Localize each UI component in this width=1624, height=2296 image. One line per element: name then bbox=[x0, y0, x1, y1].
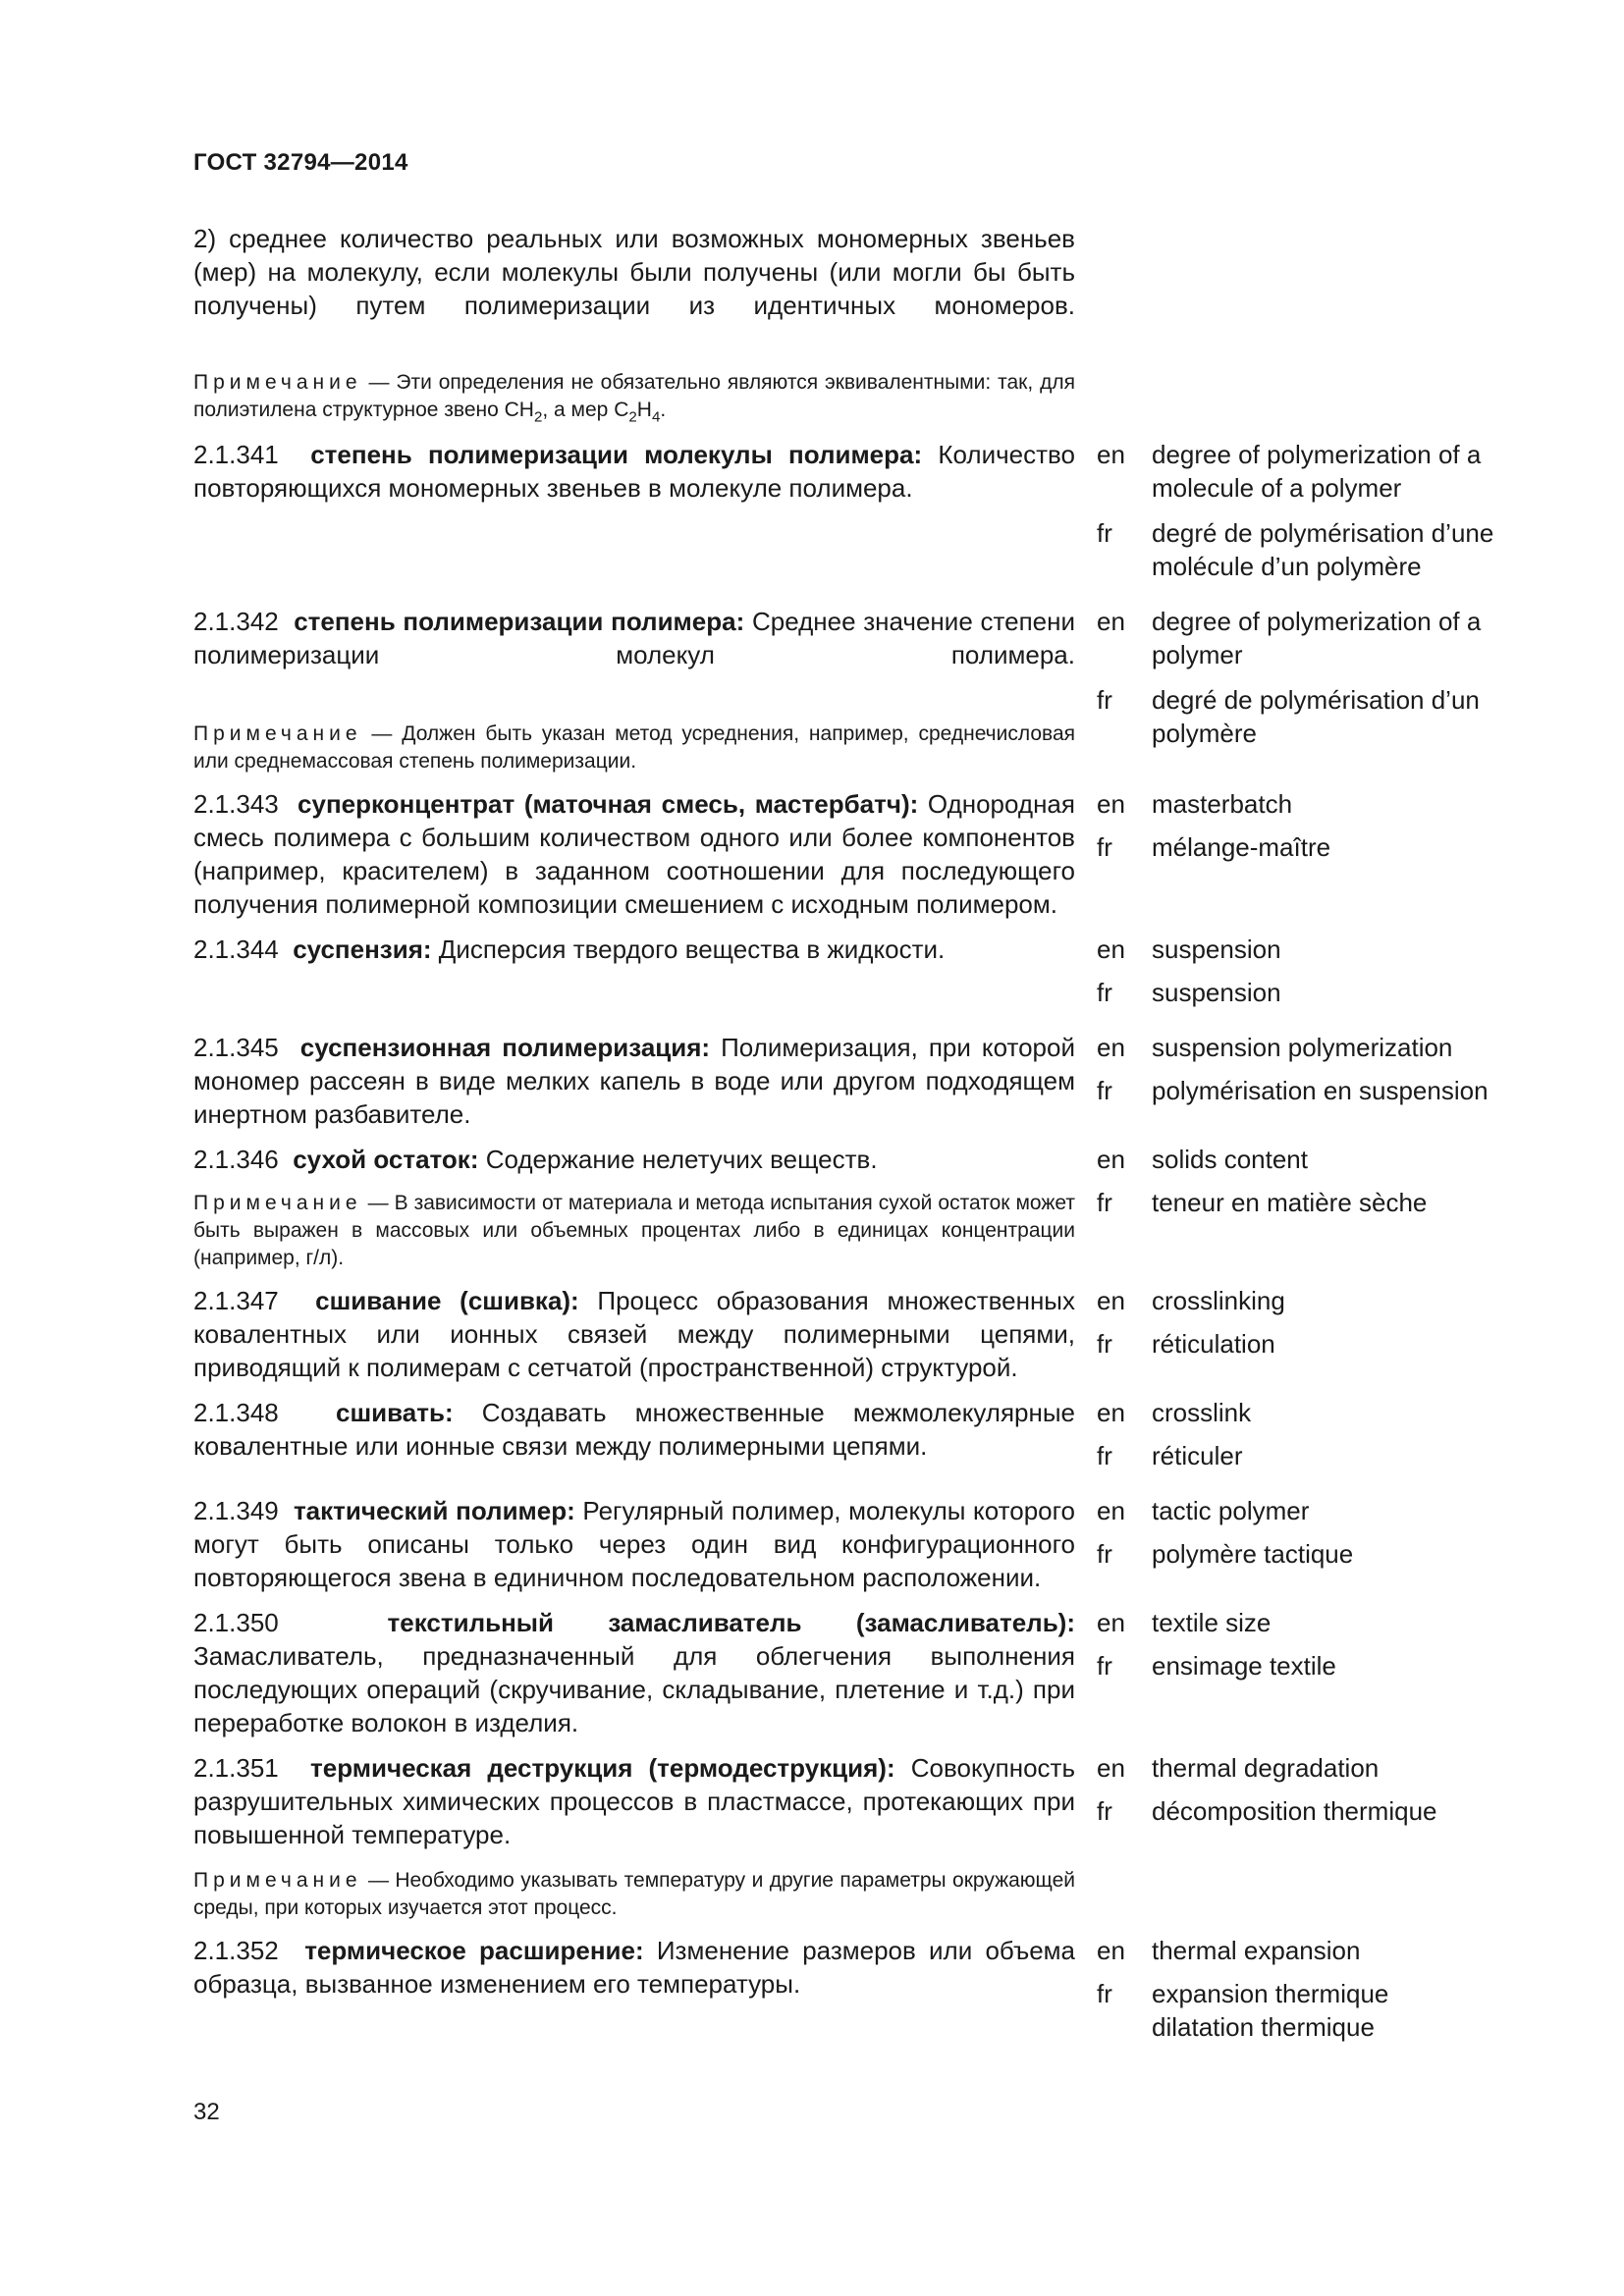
term-text bbox=[193, 438, 1075, 505]
equivalent-fr bbox=[1097, 1977, 1529, 2044]
term-number: 2.1.348 bbox=[193, 1398, 279, 1427]
term-text bbox=[193, 1284, 1075, 1384]
term-entry bbox=[193, 1934, 1529, 2054]
lang-code: en bbox=[1097, 1936, 1125, 1965]
term-number: 2.1.341 bbox=[193, 440, 279, 469]
term-definition: Дисперсия твердого вещества в жидкости. bbox=[431, 934, 946, 964]
equivalent-fr bbox=[1097, 830, 1529, 864]
lang-code: fr bbox=[1097, 1441, 1112, 1470]
term-entry bbox=[193, 438, 1529, 593]
term-definition: Среднее значение степени полимеризации молекул полимера. bbox=[193, 607, 1075, 669]
term-name: суспензионная полимеризация: bbox=[299, 1033, 711, 1062]
lang-code: fr bbox=[1097, 518, 1112, 548]
term-note bbox=[193, 1867, 1075, 1922]
equivalent-fr bbox=[1097, 976, 1529, 1009]
term-number: 2.1.346 bbox=[193, 1145, 279, 1174]
term-definition: Замасливатель, предназначенный для облегчения выполнения последующих операций (скручивание, складывание, плетение и т.д.) при переработке волокон в изделия. bbox=[193, 1641, 1075, 1737]
equivalent-fr bbox=[1097, 1074, 1529, 1107]
term-number: 2.1.344 bbox=[193, 934, 279, 964]
equivalent-en bbox=[1097, 787, 1529, 821]
term-definition: Однородная смесь полимера с большим количеством одного или более компонентов (например, красителем) в заданном соотношении для последующего получения полимерной композиции смешением с исходным полимером. bbox=[193, 789, 1075, 919]
lang-code: fr bbox=[1097, 685, 1112, 715]
term-definition: Совокупность разрушительных химических процессов в пластмассе, протекающих при повышенной температуре. bbox=[193, 1753, 1076, 1849]
lang-code: fr bbox=[1097, 1539, 1112, 1569]
equivalent-term: thermal expansion bbox=[1152, 1936, 1361, 1965]
equivalent-fr bbox=[1097, 1327, 1529, 1361]
equivalent-en bbox=[1097, 1031, 1529, 1064]
term-note bbox=[193, 1190, 1075, 1272]
equivalent-fr bbox=[1097, 683, 1529, 750]
term-name: степень полимеризации полимера: bbox=[294, 607, 745, 636]
note-label: Примечание bbox=[193, 1869, 362, 1892]
equivalent-fr bbox=[1097, 516, 1529, 583]
term-definition: Полимеризация, при которой мономер рассеян в виде мелких капель в воде или другом подходящем инертном разбавителе. bbox=[193, 1033, 1075, 1129]
term-text bbox=[193, 605, 1075, 705]
equivalent-fr bbox=[1097, 1537, 1529, 1571]
equivalent-fr bbox=[1097, 1794, 1529, 1828]
term-text bbox=[193, 1031, 1075, 1131]
term-name: сшивать: bbox=[336, 1398, 454, 1427]
lang-code: fr bbox=[1097, 1076, 1112, 1105]
equivalent-term: suspension polymerization bbox=[1152, 1033, 1453, 1062]
term-number: 2.1.345 bbox=[193, 1033, 279, 1062]
term-entry bbox=[193, 1284, 1529, 1384]
term-number: 2.1.342 bbox=[193, 607, 279, 636]
term-text bbox=[193, 1396, 1075, 1463]
equivalent-term: tactic polymer bbox=[1152, 1496, 1310, 1525]
note-text: . bbox=[660, 399, 667, 421]
equivalent-term: décomposition thermique bbox=[1152, 1796, 1437, 1826]
lang-code: en bbox=[1097, 789, 1125, 819]
equivalent-en bbox=[1097, 1751, 1529, 1785]
term-name: термическое расширение: bbox=[304, 1936, 644, 1965]
equivalent-term: mélange-maître bbox=[1152, 832, 1331, 862]
term-text bbox=[193, 1751, 1075, 1851]
term-name: суспензия: bbox=[293, 934, 432, 964]
lang-code: en bbox=[1097, 1398, 1125, 1427]
term-number: 2.1.351 bbox=[193, 1753, 279, 1783]
equivalent-fr bbox=[1097, 1649, 1529, 1682]
equivalent-term: degree of polymerization of a polymer bbox=[1152, 607, 1482, 669]
term-name: сшивание (сшивка): bbox=[315, 1286, 579, 1315]
lang-code: en bbox=[1097, 440, 1125, 469]
page-header: ГОСТ 32794—2014 bbox=[193, 149, 408, 176]
term-number: 2.1.350 bbox=[193, 1608, 279, 1637]
lang-code: en bbox=[1097, 1145, 1125, 1174]
term-number: 2.1.352 bbox=[193, 1936, 279, 1965]
note-text: , а мер C bbox=[542, 399, 629, 421]
equivalent-term: polymère tactique bbox=[1152, 1539, 1354, 1569]
subscript: 4 bbox=[651, 408, 661, 426]
note-text: H bbox=[636, 399, 652, 421]
term-entry bbox=[193, 1606, 1529, 1739]
equivalent-term: crosslinking bbox=[1152, 1286, 1285, 1315]
term-number: 2.1.347 bbox=[193, 1286, 279, 1315]
term-name: степень полимеризации молекулы полимера: bbox=[310, 440, 923, 469]
intro-text: 2) среднее количество реальных или возможных мономерных звеньев (мер) на молекулу, если молекулы были получены (или могли бы быть получены) путем полимеризации из идентичных мономеров. bbox=[193, 224, 1075, 320]
equivalent-term-primary: expansion thermique bbox=[1152, 1979, 1389, 2008]
equivalent-term: ensimage textile bbox=[1152, 1651, 1336, 1681]
term-text bbox=[193, 787, 1075, 921]
term-definition: Количество повторяющихся мономерных звеньев в молекуле полимера. bbox=[193, 440, 1075, 503]
term-number: 2.1.343 bbox=[193, 789, 279, 819]
equivalent-term: réticuler bbox=[1152, 1441, 1243, 1470]
intro-note bbox=[193, 369, 1075, 424]
equivalent-term: textile size bbox=[1152, 1608, 1272, 1637]
term-text bbox=[193, 1143, 1075, 1176]
term-definition: Создавать множественные межмолекулярные ковалентные или ионные связи между полимерными цепями. bbox=[193, 1398, 1076, 1461]
note-label: Примечание bbox=[193, 1192, 362, 1214]
term-entry bbox=[193, 787, 1529, 921]
equivalent-en bbox=[1097, 1284, 1529, 1317]
equivalent-term bbox=[1152, 1977, 1529, 2044]
lang-code: fr bbox=[1097, 1188, 1112, 1217]
lang-code: en bbox=[1097, 1753, 1125, 1783]
note-text: — Должен быть указан метод усреднения, например, среднечисловая или среднемассовая степень полимеризации. bbox=[193, 722, 1075, 773]
lang-code: fr bbox=[1097, 1979, 1112, 2008]
lang-code: en bbox=[1097, 607, 1125, 636]
equivalent-en bbox=[1097, 1494, 1529, 1527]
note-text: — В зависимости от материала и метода испытания сухой остаток может быть выражен в массовых или объемных процентах либо в единицах концентрации (например, г/л). bbox=[193, 1192, 1075, 1269]
lang-code: fr bbox=[1097, 832, 1112, 862]
lang-code: en bbox=[1097, 1496, 1125, 1525]
equivalent-term: crosslink bbox=[1152, 1398, 1252, 1427]
equivalent-en bbox=[1097, 1396, 1529, 1429]
term-definition: Процесс образования множественных ковалентных или ионных связей между полимерными цепями, приводящий к полимерам с сетчатой (пространственной) структурой. bbox=[193, 1286, 1075, 1382]
equivalent-en bbox=[1097, 438, 1529, 505]
term-number: 2.1.349 bbox=[193, 1496, 279, 1525]
subscript: 2 bbox=[533, 408, 543, 426]
equivalent-term-alt: dilatation thermique bbox=[1152, 2012, 1375, 2042]
term-entry bbox=[193, 933, 1529, 1019]
equivalent-en bbox=[1097, 605, 1529, 671]
equivalent-en bbox=[1097, 933, 1529, 966]
term-definition: Регулярный полимер, молекулы которого могут быть описаны только через один вид конфигурационного повторяющегося звена в единичном последовательном расположении. bbox=[193, 1496, 1075, 1592]
terms-list bbox=[193, 222, 1529, 2065]
intro-block bbox=[193, 222, 1529, 424]
lang-code: fr bbox=[1097, 1796, 1112, 1826]
equivalent-fr bbox=[1097, 1186, 1529, 1219]
lang-code: fr bbox=[1097, 1651, 1112, 1681]
term-entry bbox=[193, 1494, 1529, 1594]
equivalent-term: polymérisation en suspension bbox=[1152, 1076, 1489, 1105]
term-name: суперконцентрат (маточная смесь, мастербатч): bbox=[298, 789, 919, 819]
lang-code: en bbox=[1097, 1286, 1125, 1315]
lang-code: en bbox=[1097, 1608, 1125, 1637]
term-name: текстильный замасливатель (замасливатель): bbox=[387, 1608, 1075, 1637]
equivalent-en bbox=[1097, 1606, 1529, 1639]
term-note bbox=[193, 721, 1075, 775]
term-name: тактический полимер: bbox=[293, 1496, 575, 1525]
term-entry bbox=[193, 605, 1529, 775]
lang-code: fr bbox=[1097, 1329, 1112, 1359]
note-text: — Необходимо указывать температуру и другие параметры окружающей среды, при которых изучается этот процесс. bbox=[193, 1869, 1075, 1919]
lang-code: en bbox=[1097, 934, 1125, 964]
term-name: термическая деструкция (термодеструкция): bbox=[310, 1753, 895, 1783]
equivalent-en bbox=[1097, 1143, 1529, 1176]
equivalent-term: degré de polymérisation d’une molécule d’un polymère bbox=[1152, 518, 1494, 581]
equivalent-term: réticulation bbox=[1152, 1329, 1275, 1359]
term-entry bbox=[193, 1396, 1529, 1482]
equivalent-fr bbox=[1097, 1439, 1529, 1472]
term-entry bbox=[193, 1031, 1529, 1131]
note-label: Примечание bbox=[193, 722, 362, 745]
lang-code: fr bbox=[1097, 978, 1112, 1007]
note-text: — Эти определения не обязательно являются эквивалентными: так, для полиэтилена структурное звено CH bbox=[193, 371, 1075, 421]
page-number: 32 bbox=[193, 2099, 220, 2125]
equivalent-term: thermal degradation bbox=[1152, 1753, 1380, 1783]
equivalent-term: suspension bbox=[1152, 978, 1281, 1007]
equivalent-term: suspension bbox=[1152, 934, 1281, 964]
note-label: Примечание bbox=[193, 371, 362, 394]
term-entry bbox=[193, 1143, 1529, 1272]
equivalent-term: teneur en matière sèche bbox=[1152, 1188, 1428, 1217]
term-text bbox=[193, 1606, 1075, 1739]
equivalent-term: masterbatch bbox=[1152, 789, 1293, 819]
term-name: сухой остаток: bbox=[293, 1145, 479, 1174]
term-text bbox=[193, 1494, 1075, 1594]
term-text bbox=[193, 933, 1075, 966]
term-definition: Содержание нелетучих веществ. bbox=[478, 1145, 878, 1174]
term-text bbox=[193, 1934, 1075, 2001]
term-entry bbox=[193, 1751, 1529, 1922]
equivalent-term: solids content bbox=[1152, 1145, 1308, 1174]
lang-code: en bbox=[1097, 1033, 1125, 1062]
equivalent-term: degré de polymérisation d’un polymère bbox=[1152, 685, 1480, 748]
subscript: 2 bbox=[628, 408, 637, 426]
equivalent-term: degree of polymerization of a molecule of a polymer bbox=[1152, 440, 1482, 503]
term-definition: Изменение размеров или объема образца, вызванное изменением его температуры. bbox=[193, 1936, 1075, 1999]
equivalent-en bbox=[1097, 1934, 1529, 1967]
